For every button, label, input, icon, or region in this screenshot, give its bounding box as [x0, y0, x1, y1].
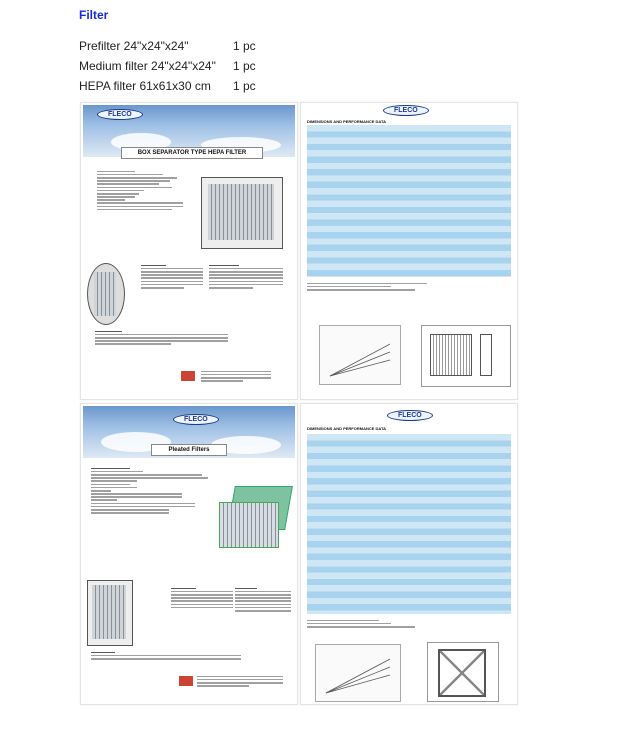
spec-text	[97, 169, 191, 212]
item-name: HEPA filter 61x61x30 cm	[79, 79, 211, 93]
item-name: Medium filter 24"x24"x24"	[79, 59, 216, 73]
resistance-chart	[315, 644, 401, 702]
notes-text	[307, 618, 427, 629]
pleated-data-page	[300, 403, 518, 705]
company-address	[197, 674, 283, 688]
item-qty: 1 pc	[233, 59, 256, 73]
hepa-filter-image	[201, 177, 283, 249]
engineering-drawing	[421, 325, 511, 387]
fleco-logo: FLECO	[97, 109, 143, 120]
description-text	[209, 263, 283, 290]
list-item	[79, 36, 279, 56]
table-title: DIMENSIONS AND PERFORMANCE DATA	[307, 426, 387, 431]
product-banner: BOX SEPARATOR TYPE HEPA FILTER	[121, 147, 263, 159]
company-address	[201, 369, 271, 383]
product-banner: Pleated Filters	[151, 444, 227, 456]
data-table	[307, 434, 511, 614]
company-logo	[181, 371, 195, 381]
application-text	[141, 263, 203, 290]
page-title: Filter	[79, 8, 109, 22]
fleco-logo: FLECO	[173, 414, 219, 425]
fleco-logo: FLECO	[387, 410, 433, 421]
hepa-data-page	[300, 102, 518, 400]
data-table	[307, 125, 511, 277]
engineering-drawing	[427, 642, 499, 702]
resistance-chart	[319, 325, 401, 385]
advantages-text	[91, 650, 241, 661]
item-list	[79, 36, 279, 96]
item-name: Prefilter 24"x24"x24"	[79, 39, 189, 53]
chart-lines	[320, 326, 400, 384]
list-item	[79, 76, 279, 96]
fleco-logo: FLECO	[383, 105, 429, 116]
spec-text	[91, 466, 221, 515]
notes-text	[307, 281, 427, 292]
item-qty: 1 pc	[233, 39, 256, 53]
list-item	[79, 56, 279, 76]
item-qty: 1 pc	[233, 79, 256, 93]
pleated-filter-closeup	[87, 580, 133, 646]
chart-lines	[316, 645, 400, 701]
application-text	[171, 586, 233, 610]
hepa-brochure-page	[80, 102, 298, 400]
advantages-text	[95, 329, 285, 347]
hepa-filter-closeup	[87, 263, 125, 325]
table-title: DIMENSIONS AND PERFORMANCE DATA	[307, 119, 387, 124]
company-logo	[179, 676, 193, 686]
pleated-brochure-page	[80, 403, 298, 705]
pleated-filter-image	[219, 502, 279, 548]
description-text	[235, 586, 291, 613]
